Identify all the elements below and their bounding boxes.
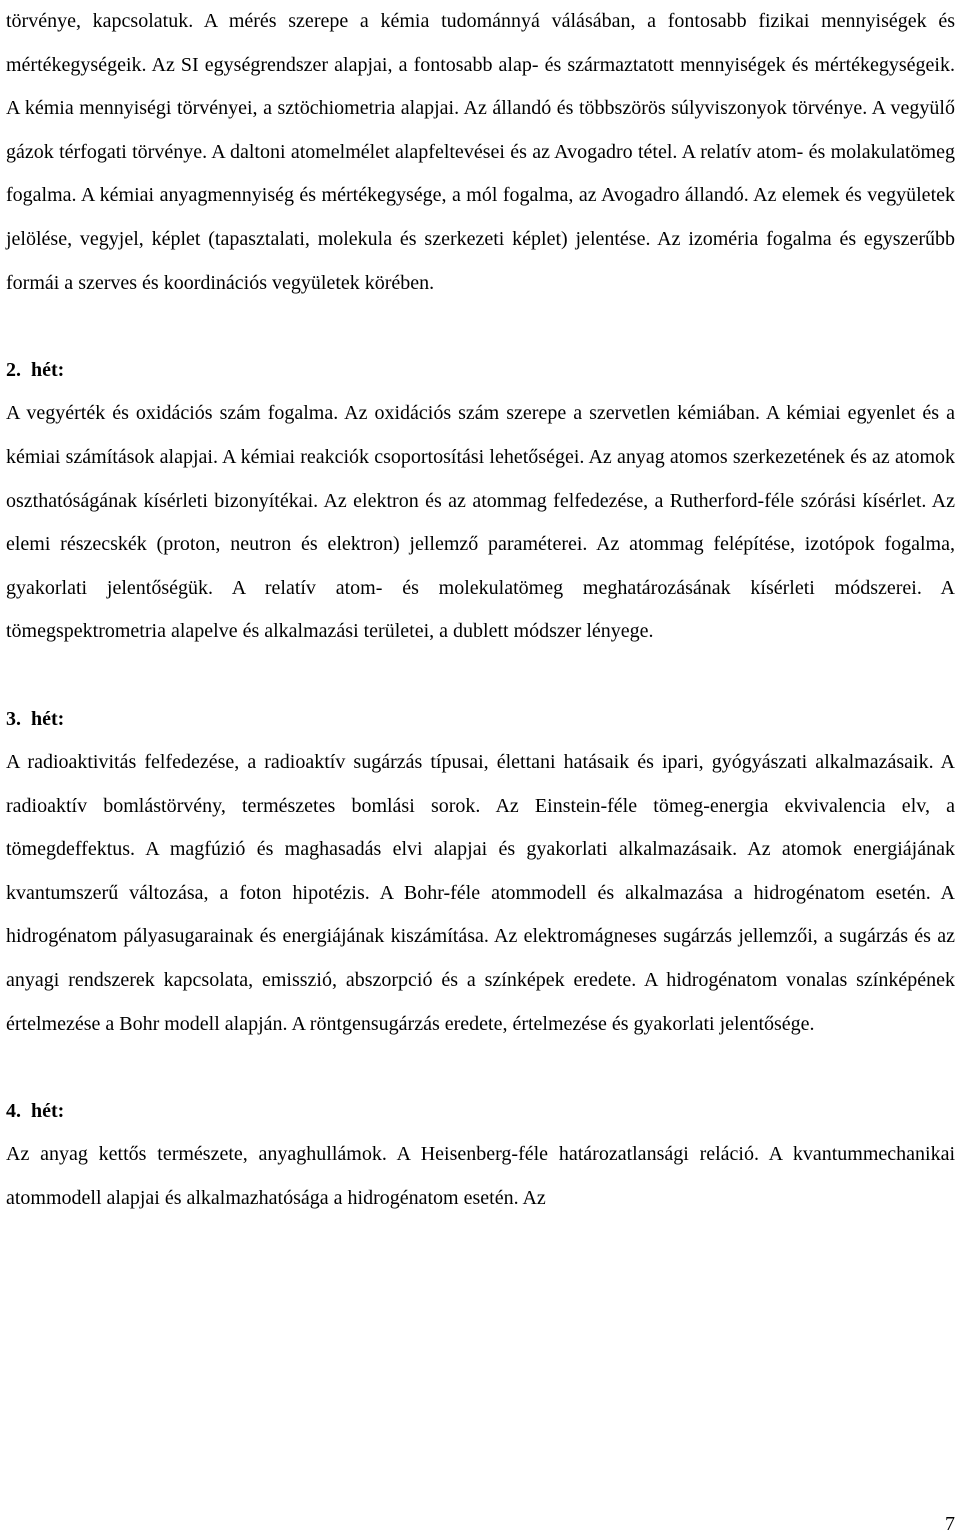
page-number: 7	[945, 1513, 955, 1535]
week-3-label: hét:	[31, 707, 65, 730]
week-3-paragraph: A radioaktivitás felfedezése, a radioaktív sugárzás típusai, élettani hatásaik és ipari, gyógyászati alkalmazásaik. A radioaktív bomlástörvény, természetes bomlási sorok. Az Einstein-féle tömeg-energia ekvivalencia elv, a tömegdeffektus. A magfúzió és maghasadás elvi alapjai és gyakorlati alkalmazásaik. Az atomok energiájának kvantumszerű változása, a foton hipotézis. A Bohr-féle atommodell és alkalmazása a hidrogénatom esetén. A hidrogénatom pályasugarainak és energiájának kiszámítása. Az elektromágneses sugárzás jellemzői, a sugárzás és az anyagi rendszerek kapcsolata, emisszió, abszorpció és a színképek eredete. A hidrogénatom vonalas színképének értelmezése a Bohr modell alapján. A röntgensugárzás eredete, értelmezése és gyakorlati jelentősége.	[6, 751, 955, 1035]
section-gap	[6, 305, 955, 349]
week-4-paragraph: Az anyag kettős természete, anyaghullámok. A Heisenberg-féle határozatlansági reláció. A kvantummechanikai atommodell alapjai és alkalmazhatósága a hidrogénatom esetén. Az	[6, 1143, 955, 1210]
week-2-number: 2.	[6, 358, 21, 381]
week-2-paragraph: A vegyérték és oxidációs szám fogalma. Az oxidációs szám szerepe a szervetlen kémiában. A kémiai egyenlet és a kémiai számítások alapjai. A kémiai reakciók csoportosítási lehetőségei. Az anyag atomos szerkezetének és az atomok oszthatóságának kísérleti bizonyítékai. Az elektron és az atommag felfedezése, a Rutherford-féle szórási kísérlet. Az elemi részecskék (proton, neutron és elektron) jellemző paraméterei. Az atommag felépítése, izotópok fogalma, gyakorlati jelentőségük. A relatív atom- és molekulatömeg meghatározásának kísérleti módszerei. A tömegspektrometria alapelve és alkalmazási területei, a dublett módszer lényege.	[6, 402, 955, 643]
section-gap	[6, 654, 955, 698]
week-2-label: hét:	[31, 358, 65, 381]
week-4-heading	[6, 1090, 955, 1134]
week-3-number: 3.	[6, 707, 21, 730]
intro-paragraph: törvénye, kapcsolatuk. A mérés szerepe a kémia tudománnyá válásában, a fontosabb fizikai mennyiségek és mértékegységeik. Az SI egységrendszer alapjai, a fontosabb alap- és származtatott mennyiségek és mértékegységeik. A kémia mennyiségi törvényei, a sztöchiometria alapjai. Az állandó és többszörös súlyviszonyok törvénye. A vegyülő gázok térfogati törvénye. A daltoni atomelmélet alapfeltevései és az Avogadro tétel. A relatív atom- és molakulatömeg fogalma. A kémiai anyagmennyiség és mértékegysége, a mól fogalma, az Avogadro állandó. Az elemek és vegyületek jelölése, vegyjel, képlet (tapasztalati, molekula és szerkezeti képlet) jelentése. Az izoméria fogalma és egyszerűbb formái a szerves és koordinációs vegyületek körében.	[6, 10, 955, 294]
week-2-heading	[6, 349, 955, 393]
week-4-label: hét:	[31, 1099, 65, 1122]
week-4-number: 4.	[6, 1099, 21, 1122]
week-3-heading	[6, 698, 955, 742]
document-page	[6, 0, 955, 1221]
section-gap	[6, 1046, 955, 1090]
